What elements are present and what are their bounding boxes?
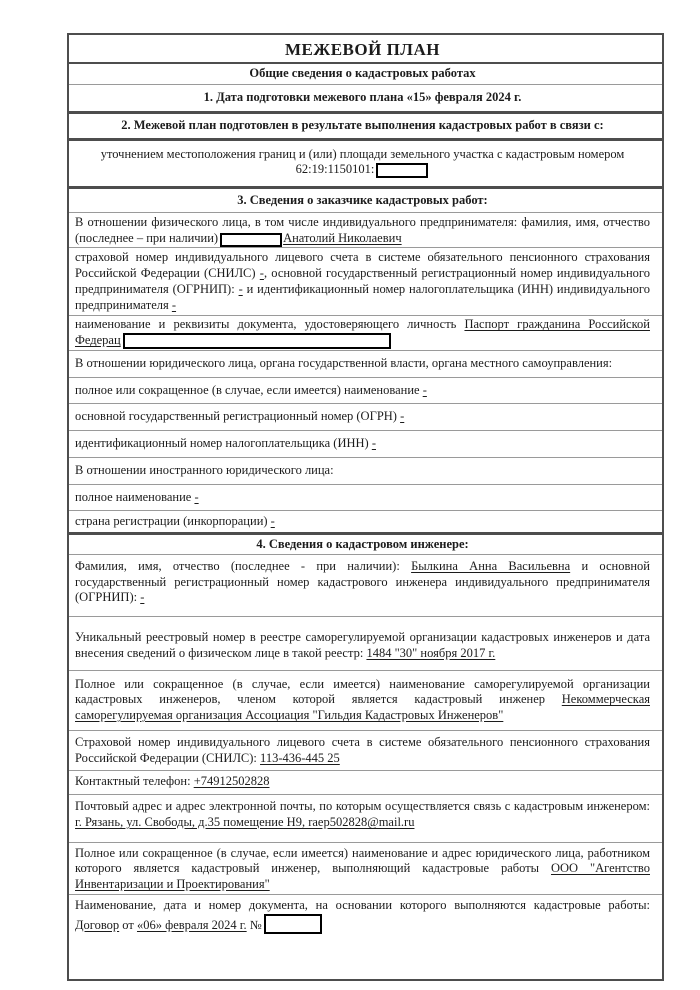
redaction-box (220, 233, 282, 247)
form-text: уточнением местоположения границ и (или) площади земельного участка с кадастровым номером (100, 146, 625, 161)
form-text: В отношении физического лица, в том числе индивидуального предпринимателя: фамилия, имя, отчество (последнее – при наличии) (75, 214, 650, 245)
form-text: 62:19:1150101: (295, 162, 375, 177)
filled-value: г. Рязань, ул. Свободы, д.35 помещение Н9, raep502828@mail.ru (75, 814, 415, 829)
form-text: 4. Сведения о кадастровом инженере: (256, 537, 469, 552)
row-inn (69, 430, 662, 457)
row-foreign-name (69, 484, 662, 511)
filled-value: +74912502828 (193, 774, 270, 789)
filled-value: Договор (75, 917, 120, 932)
form-text: и основной государственный регистрационный номер кадастрового инженера индивидуального предпринимателя (ОГРНИП): (75, 558, 650, 605)
form-text: , основной государственный регистрационный номер индивидуального предпринимателя (ОГРНИП): (75, 266, 651, 296)
form-text: Полное или сокращенное (в случае, если имеется) наименование саморегулируемой организации кадастровых инженеров, членом которой является кадастровый инженер (75, 676, 650, 707)
row-registry-number (69, 616, 662, 670)
form-text: и идентификационный номер налогоплательщика (ИНН) индивидуального предпринимателя (75, 281, 651, 312)
filled-value: - (238, 281, 243, 296)
form-text: Контактный телефон: (75, 774, 194, 789)
form-text: от (119, 917, 137, 932)
row-date-prepared (69, 84, 662, 111)
form-text: основной государственный регистрационный номер (ОГРН) (75, 409, 401, 424)
row-contact-phone (69, 770, 662, 794)
form-text: полное или сокращенное (в случае, если имеется) наименование (75, 382, 423, 397)
row-legal-name (69, 377, 662, 404)
form-text: Наименование, дата и номер документа, на основании которого выполняются кадастровые работы: (75, 897, 650, 912)
form-text: Фамилия, имя, отчество (последнее - при наличии): (75, 558, 412, 573)
row-legal-entity (69, 350, 662, 377)
form-text: № (246, 917, 262, 932)
row-individual-info (69, 212, 662, 248)
filled-value: Былкина Анна Васильевна (411, 558, 571, 573)
filled-value: - (270, 514, 275, 529)
row-title (69, 35, 662, 62)
filled-value: Анатолий Николаевич (283, 230, 402, 245)
row-registration-country (69, 510, 662, 532)
filled-value: «06» февраля 2024 г. (136, 917, 247, 932)
row-engineer-name (69, 554, 662, 616)
filled-value: Паспорт гражданина Российской Федерац (75, 317, 650, 348)
filled-value: - (371, 436, 376, 451)
boundary-plan-document (67, 33, 664, 981)
redaction-box (123, 333, 391, 349)
form-text: В отношении иностранного юридического лица: (75, 462, 334, 477)
filled-value: - (259, 266, 264, 281)
row-identity-document (69, 315, 662, 350)
form-text: 2. Межевой план подготовлен в результате выполнения кадастровых работ в связи с: (121, 117, 604, 132)
form-text: наименование и реквизиты документа, удостоверяющего личность (75, 317, 465, 332)
form-text: идентификационный номер налогоплательщика (ИНН) (75, 436, 372, 451)
form-text: полное наименование (75, 489, 195, 504)
row-section4-header (69, 532, 662, 554)
filled-value: Некоммерческая саморегулируемая организация Ассоциация "Гильдия Кадастровых Инженеров" (75, 692, 650, 723)
filled-value: 113-436-445 25 (260, 750, 340, 765)
redaction-box (264, 914, 322, 934)
row-postal-address (69, 794, 662, 842)
form-text: Общие сведения о кадастровых работах (249, 66, 476, 81)
filled-value: - (194, 489, 199, 504)
filled-value: - (140, 590, 145, 605)
filled-value: ООО "Агентство Инвентаризации и Проектирования" (75, 861, 650, 892)
filled-value: 1484 "30" ноября 2017 г. (366, 645, 496, 660)
form-text: МЕЖЕВОЙ ПЛАН (285, 40, 440, 59)
redaction-box (376, 163, 428, 178)
form-text: страховой номер индивидуального лицевого счета в системе обязательного пенсионного страхования Российской Федерации (СНИЛС) (75, 250, 650, 281)
form-text: страна регистрации (инкорпорации) (75, 514, 271, 529)
form-text: 3. Сведения о заказчике кадастровых работ: (237, 193, 488, 208)
filled-value: - (422, 382, 427, 397)
form-text: Уникальный реестровый номер в реестре саморегулируемой организации кадастровых инженеров и дата внесения сведений о физическом лице в такой реестр: (75, 630, 650, 660)
form-text: В отношении юридического лица, органа государственной власти, органа местного самоуправления: (75, 355, 613, 370)
row-engineer-snils (69, 730, 662, 771)
row-work-reason (69, 138, 662, 187)
form-text: Полное или сокращенное (в случае, если имеется) наименование и адрес юридического лица, работником которого является кадастровый инженер, выполняющий кадастровые работы (75, 845, 650, 876)
row-employer (69, 842, 662, 894)
row-foreign-entity (69, 457, 662, 484)
filled-value: - (171, 297, 177, 312)
form-text: Страховой номер индивидуального лицевого счета в системе обязательного пенсионного страхования Российской Федерации (СНИЛС): (75, 734, 650, 765)
filled-value: - (400, 409, 405, 424)
row-snils-ogrnip-inn (69, 247, 662, 315)
row-sro-name (69, 670, 662, 730)
row-ogrn (69, 403, 662, 430)
row-subtitle (69, 62, 662, 84)
row-section3-header (69, 186, 662, 212)
row-contract (69, 894, 662, 980)
row-section2-header (69, 111, 662, 138)
form-text: Почтовый адрес и адрес электронной почты, по которым осуществляется связь с кадастровым инженером: (75, 799, 650, 814)
form-text: 1. Дата подготовки межевого плана «15» февраля 2024 г. (203, 90, 522, 105)
